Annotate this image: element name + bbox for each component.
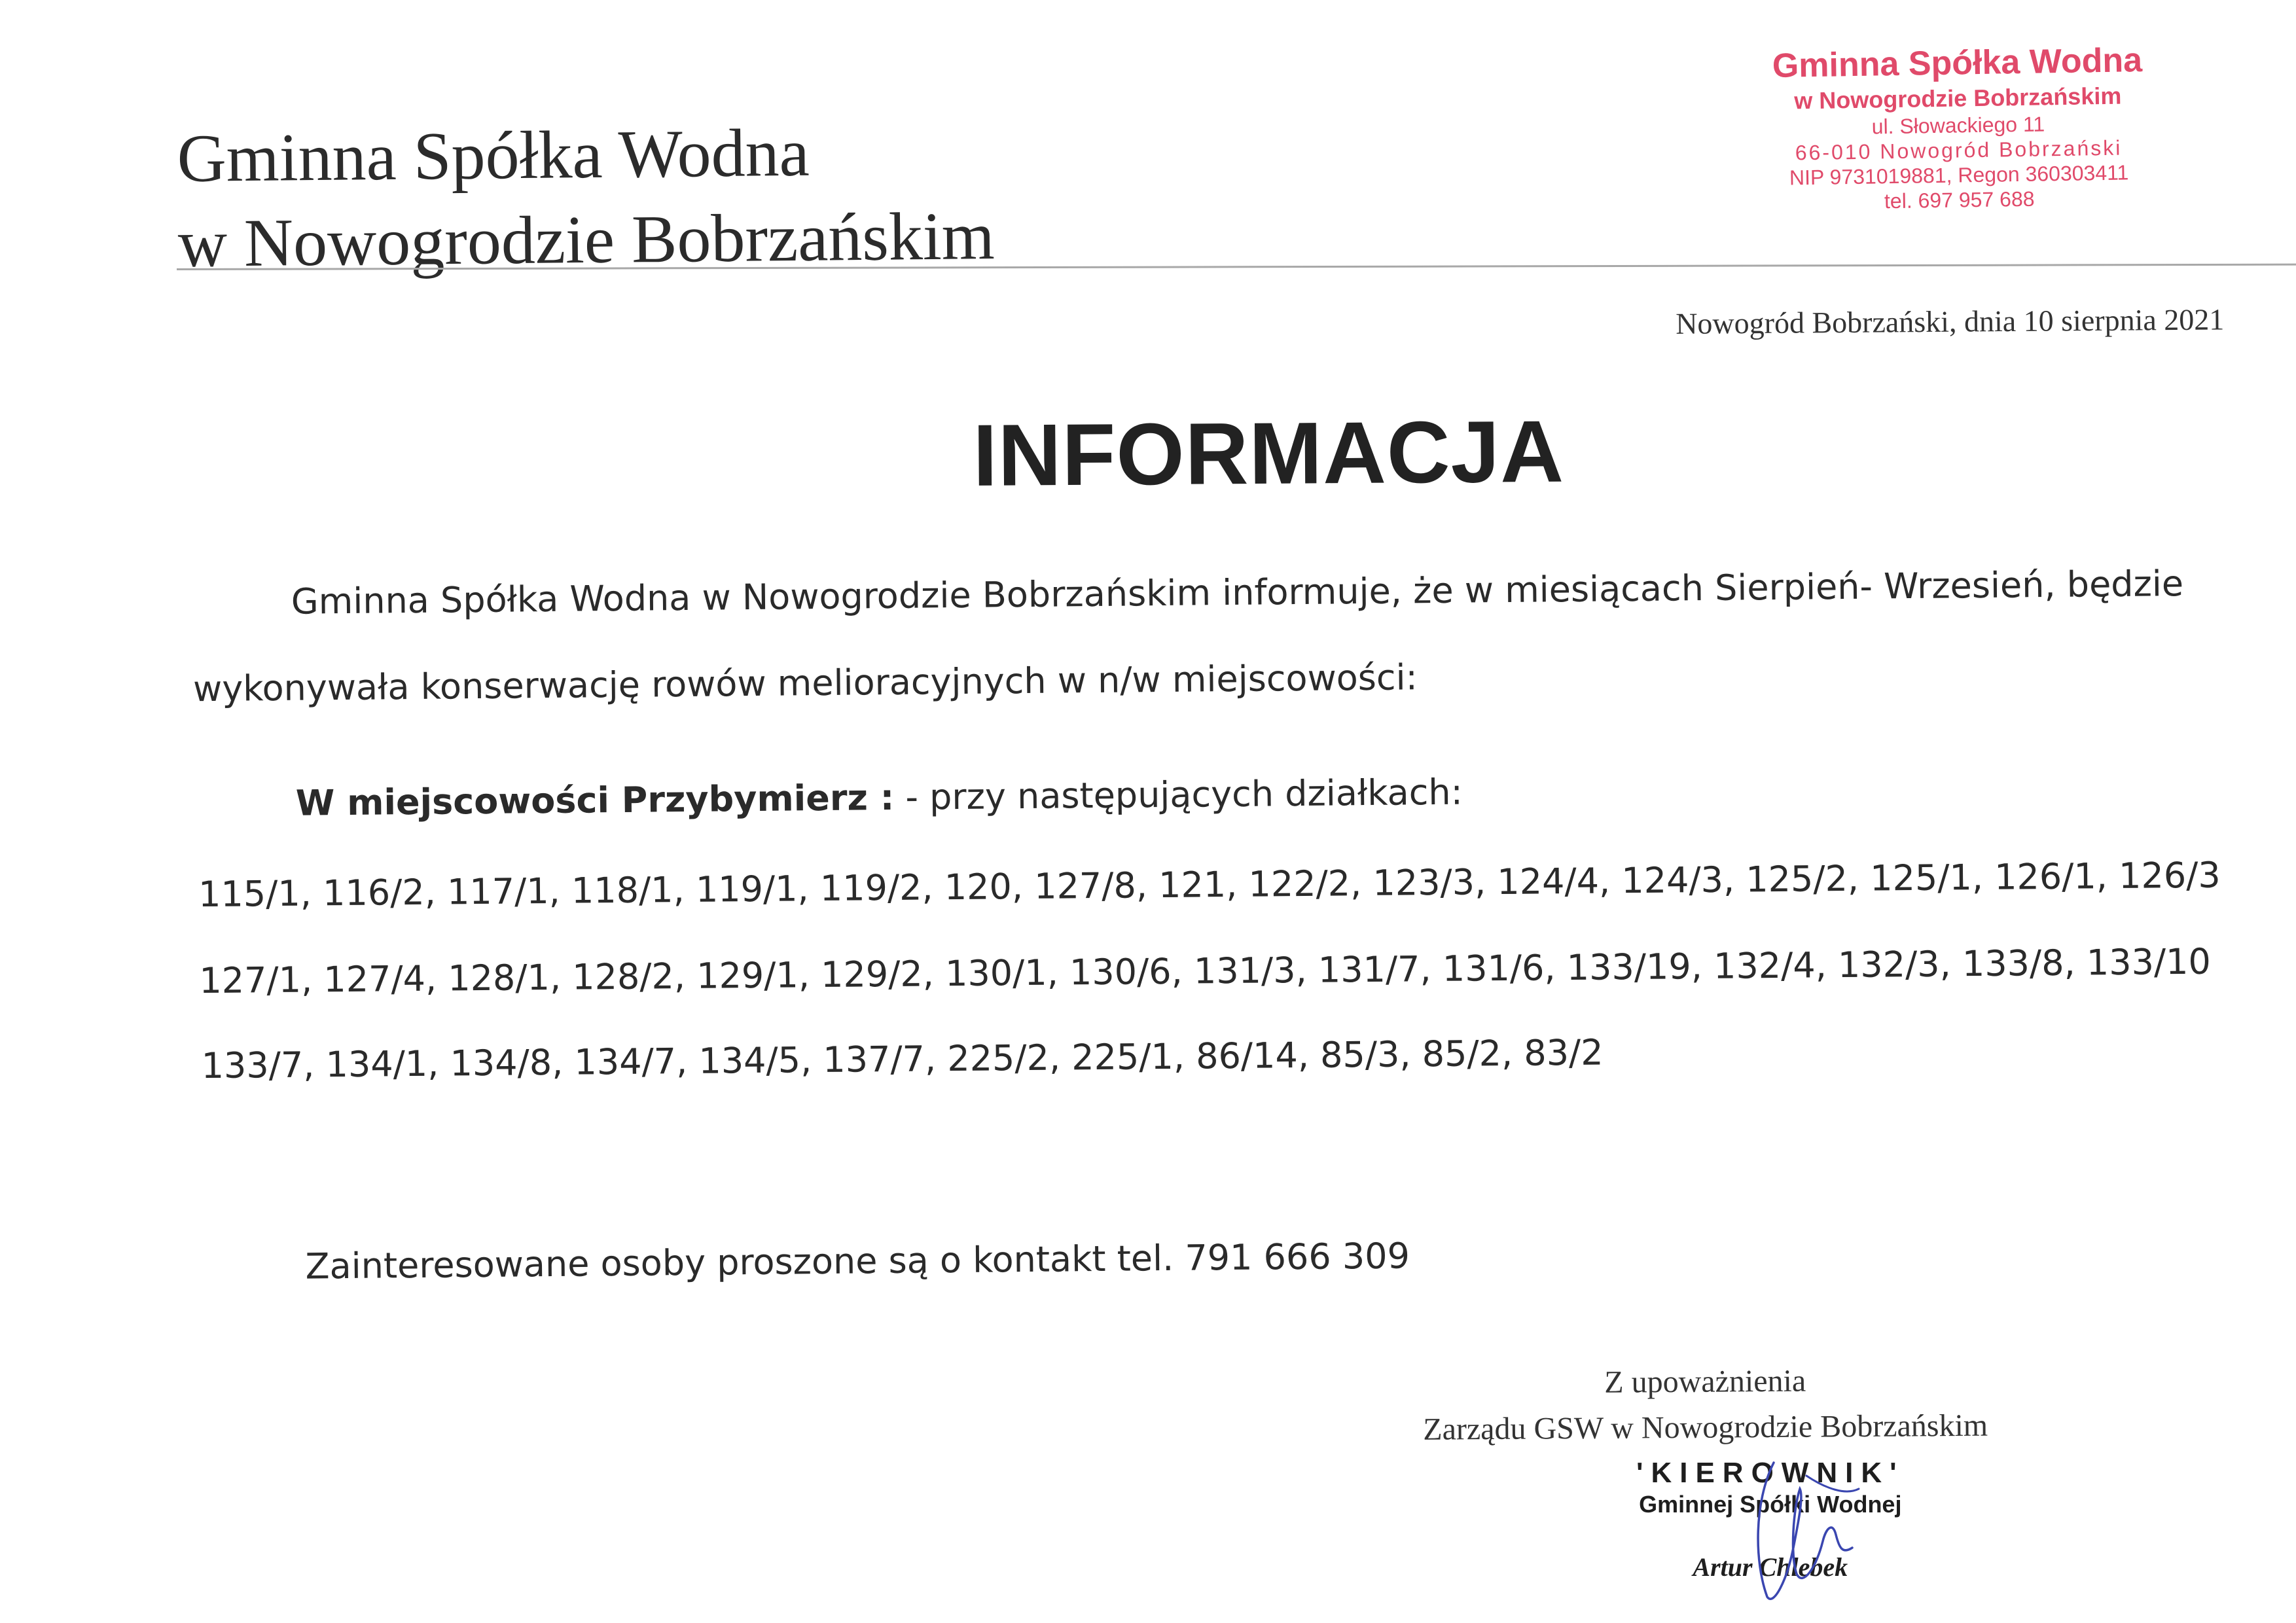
location-line xyxy=(295,772,1463,824)
stamp-line2: w Nowogrodzie Bobrzańskim xyxy=(1793,82,2122,115)
paragraph-line-1: Gminna Spółka Wodna w Nowogrodzie Bobrzańskim informuje, że w miesiącach Sierpień- Wrzesień, będzie xyxy=(291,563,2184,622)
plots-line-3: 133/7, 134/1, 134/8, 134/7, 134/5, 137/7, 225/2, 225/1, 86/14, 85/3, 85/2, 83/2 xyxy=(201,1031,1604,1087)
contact-line: Zainteresowane osoby proszone są o kontakt tel. 791 666 309 xyxy=(305,1235,1410,1287)
authorization-block xyxy=(1394,1357,2017,1453)
org-name-line2: w Nowogrodzie Bobrzańskim xyxy=(177,198,996,281)
document-title: INFORMACJA xyxy=(973,402,1565,505)
location-description: - przy następujących działkach: xyxy=(893,771,1463,818)
org-name-line1: Gminna Spółka Wodna xyxy=(177,115,810,196)
manager-subtitle: Gminnej Spółki Wodnej xyxy=(1639,1491,1902,1518)
plots-line-2: 127/1, 127/4, 128/1, 128/2, 129/1, 129/2, 130/1, 130/6, 131/3, 131/7, 131/6, 133/19, 132/4, 132/3, 133/8, 133/10 xyxy=(199,940,2212,1002)
stamp-line1: Gminna Spółka Wodna xyxy=(1772,41,2143,85)
paragraph-line-2: wykonywała konserwację rowów melioracyjnych w n/w miejscowości: xyxy=(192,656,1418,710)
document-date: Nowogród Bobrzański, dnia 10 sierpnia 2021 xyxy=(1676,302,2225,340)
stamp-nip-regon: NIP 9731019881, Regon 360303411 xyxy=(1789,160,2129,190)
company-stamp xyxy=(1728,39,2189,216)
handwritten-signature xyxy=(1728,1450,1885,1607)
organization-header xyxy=(177,109,995,287)
stamp-postal: 66-010 Nowogród Bobrzański xyxy=(1795,135,2123,165)
authorization-line2: Zarządu GSW w Nowogrodzie Bobrzańskim xyxy=(1423,1408,1988,1447)
plots-line-1: 115/1, 116/2, 117/1, 118/1, 119/1, 119/2, 120, 127/8, 121, 122/2, 123/3, 124/4, 124/3, 125/2, 125/1, 126/1, 126/3 xyxy=(198,854,2221,916)
manager-name: Artur Chlebek xyxy=(1693,1552,1848,1582)
stamp-phone: tel. 697 957 688 xyxy=(1884,187,2035,213)
stamp-address: ul. Słowackiego 11 xyxy=(1871,112,2045,139)
authorization-line1: Z upoważnienia xyxy=(1604,1363,1806,1400)
location-label: W miejscowości Przybymierz : xyxy=(295,776,895,824)
manager-title: 'KIEROWNIK' xyxy=(1636,1457,1905,1489)
